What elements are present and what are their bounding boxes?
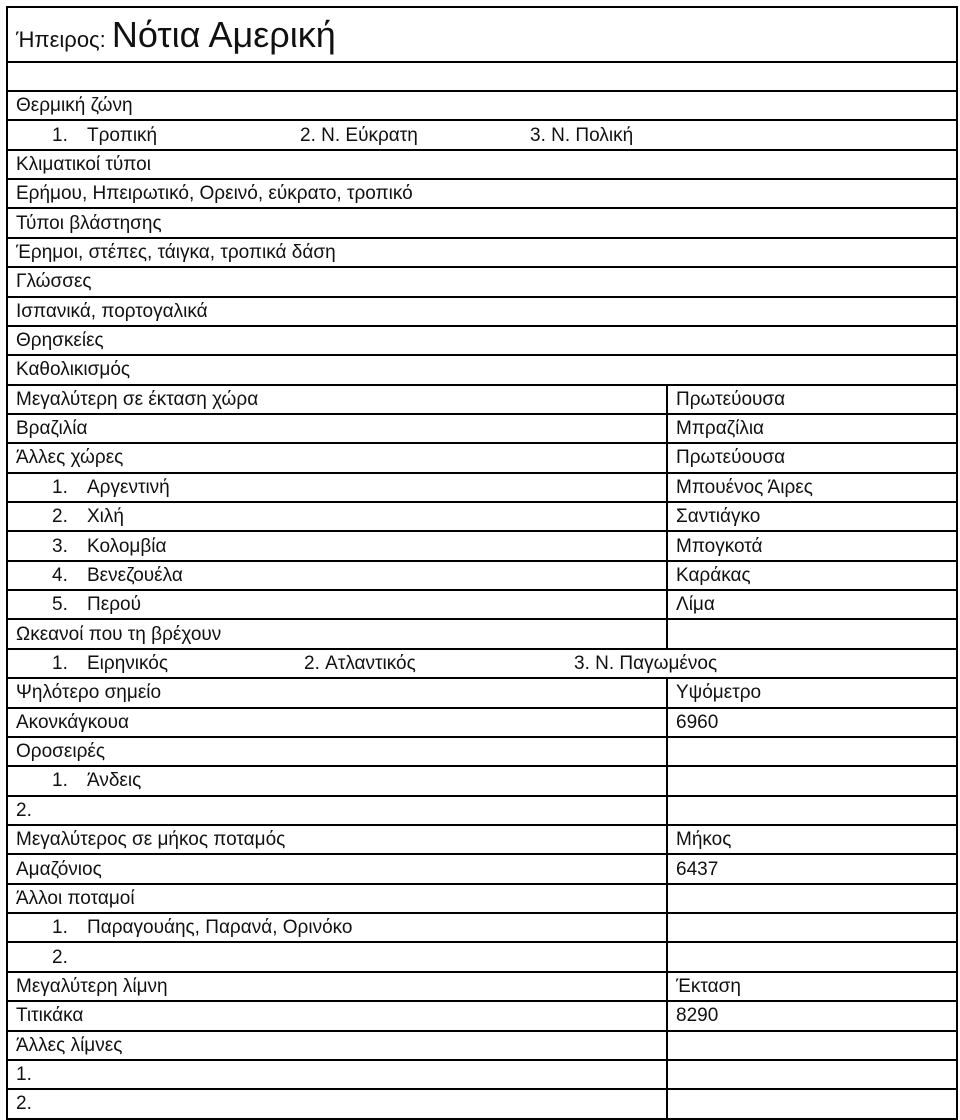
climate-types-heading: Κλιματικοί τύποι [7, 150, 957, 179]
religions-heading-row [7, 326, 957, 355]
river-names: Παραγουάης, Παρανά, Ορινόκο [87, 917, 353, 939]
lake-cell: 2. [7, 1089, 667, 1118]
climate-zone-item: 2. Ν. Εύκρατη [300, 124, 418, 146]
list-number: 1. [52, 917, 68, 939]
capital-cell: Λίμα [667, 590, 957, 619]
vegetation-heading-row [7, 208, 957, 237]
largest-lake-heading-row [7, 972, 957, 1001]
list-number: 2. [52, 506, 68, 528]
table-row [7, 590, 957, 619]
country-cell [7, 590, 667, 619]
country-name: Αργεντινή [87, 476, 170, 498]
longest-river-heading-row [7, 825, 957, 854]
climate-zone-heading: Θερμική ζώνη [7, 91, 957, 120]
country-name: Περού [87, 594, 141, 616]
oceans-heading-row [7, 619, 957, 648]
largest-country-row [7, 414, 957, 443]
largest-lake-area: 8290 [667, 1001, 957, 1030]
other-lakes-heading: Άλλες λίμνες [7, 1031, 667, 1060]
highest-point-heading: Ψηλότερο σημείο [7, 678, 667, 707]
ocean-item: Ειρηνικός [87, 653, 168, 674]
climate-zone-item: 3. Ν. Πολική [530, 124, 634, 146]
largest-country-heading: Μεγαλύτερη σε έκταση χώρα [7, 385, 667, 414]
capital-cell: Μπουένος Άιρες [667, 473, 957, 502]
country-cell [7, 473, 667, 502]
list-number: 1. [52, 770, 68, 792]
title-cell [7, 7, 957, 62]
table-row [7, 502, 957, 531]
capital-cell: Μπογκοτά [667, 531, 957, 560]
continent-name: Νότια Αμερική [111, 13, 336, 55]
largest-lake-row [7, 1001, 957, 1030]
empty-cell [667, 796, 957, 825]
list-number: 2. [52, 946, 68, 968]
continent-table [6, 6, 958, 1120]
religions-value: Καθολικισμός [7, 355, 957, 384]
empty-cell [667, 737, 957, 766]
other-lakes-item-row [7, 1089, 957, 1118]
largest-country-name: Βραζιλία [7, 414, 667, 443]
list-number: 1. [52, 476, 68, 498]
vegetation-value: Έρημοι, στέπες, τάιγκα, τροπικά δάση [7, 238, 957, 267]
list-number: 1. [52, 124, 68, 146]
religions-value-row [7, 355, 957, 384]
largest-lake-name: Τιτικάκα [7, 1001, 667, 1030]
mountain-cell: 2. [7, 796, 667, 825]
list-number: 4. [52, 564, 68, 586]
religions-heading: Θρησκείες [7, 326, 957, 355]
languages-heading-row [7, 267, 957, 296]
empty-cell [667, 1060, 957, 1089]
highest-point-name: Ακονκάγκουα [7, 708, 667, 737]
list-number: 3. [52, 535, 68, 557]
altitude-heading: Υψόμετρο [667, 678, 957, 707]
empty-cell [667, 619, 957, 648]
oceans-heading: Ωκεανοί που τη βρέχουν [7, 619, 667, 648]
longest-river-name: Αμαζόνιος [7, 854, 667, 883]
continent-worksheet [6, 6, 958, 1120]
largest-country-heading-row [7, 385, 957, 414]
climate-types-value: Ερήμου, Ηπειρωτικό, Ορεινό, εύκρατο, τροπικό [7, 179, 957, 208]
country-name: Βενεζουέλα [87, 564, 183, 586]
longest-river-heading: Μεγαλύτερος σε μήκος ποταμός [7, 825, 667, 854]
empty-cell [667, 766, 957, 795]
table-row [7, 531, 957, 560]
lake-cell: 1. [7, 1060, 667, 1089]
longest-river-length: 6437 [667, 854, 957, 883]
empty-cell [667, 942, 957, 971]
highest-point-row [7, 708, 957, 737]
climate-zone-item: Τροπική [87, 124, 158, 146]
country-name: Χιλή [87, 506, 124, 528]
ocean-item: 2. Ατλαντικός [304, 653, 416, 674]
country-cell [7, 531, 667, 560]
mountains-item-row [7, 766, 957, 795]
mountains-heading: Οροσειρές [7, 737, 667, 766]
country-cell [7, 561, 667, 590]
ocean-item: 3. Ν. Παγωμένος [574, 653, 718, 674]
climate-types-value-row [7, 179, 957, 208]
vegetation-heading: Τύποι βλάστησης [7, 208, 957, 237]
length-heading: Μήκος [667, 825, 957, 854]
empty-cell [667, 1089, 957, 1118]
area-heading: Έκταση [667, 972, 957, 1001]
climate-zone-items [7, 120, 957, 149]
table-row [7, 473, 957, 502]
languages-heading: Γλώσσες [7, 267, 957, 296]
languages-value-row [7, 297, 957, 326]
largest-country-capital: Μπραζίλια [667, 414, 957, 443]
capital-heading: Πρωτεύουσα [667, 385, 957, 414]
mountains-item-row [7, 796, 957, 825]
climate-types-heading-row [7, 150, 957, 179]
empty-cell [667, 884, 957, 913]
other-rivers-item-row [7, 942, 957, 971]
capital-cell: Σαντιάγκο [667, 502, 957, 531]
country-name: Κολομβία [87, 535, 167, 557]
empty-cell [667, 1031, 957, 1060]
highest-point-altitude: 6960 [667, 708, 957, 737]
title-row [7, 7, 957, 62]
other-rivers-heading: Άλλοι ποταμοί [7, 884, 667, 913]
languages-value: Ισπανικά, πορτογαλικά [7, 297, 957, 326]
largest-lake-heading: Μεγαλύτερη λίμνη [7, 972, 667, 1001]
river-cell [7, 942, 667, 971]
other-rivers-heading-row [7, 884, 957, 913]
oceans-items [7, 649, 957, 678]
spacer-row [7, 62, 957, 91]
other-countries-heading: Άλλες χώρες [7, 443, 667, 472]
empty-cell [667, 913, 957, 942]
longest-river-row [7, 854, 957, 883]
highest-point-heading-row [7, 678, 957, 707]
oceans-items-row [7, 649, 957, 678]
capital-cell: Καράκας [667, 561, 957, 590]
country-cell [7, 502, 667, 531]
list-number: 5. [52, 594, 68, 616]
other-countries-heading-row [7, 443, 957, 472]
vegetation-value-row [7, 238, 957, 267]
title-label: Ήπειρος: [16, 26, 106, 52]
climate-zone-items-row [7, 120, 957, 149]
mountains-heading-row [7, 737, 957, 766]
river-cell [7, 913, 667, 942]
mountain-name: Άνδεις [87, 770, 142, 792]
capital-heading: Πρωτεύουσα [667, 443, 957, 472]
mountain-cell [7, 766, 667, 795]
climate-zone-heading-row [7, 91, 957, 120]
other-lakes-heading-row [7, 1031, 957, 1060]
other-rivers-item-row [7, 913, 957, 942]
other-lakes-item-row [7, 1060, 957, 1089]
list-number: 1. [52, 653, 68, 674]
table-row [7, 561, 957, 590]
